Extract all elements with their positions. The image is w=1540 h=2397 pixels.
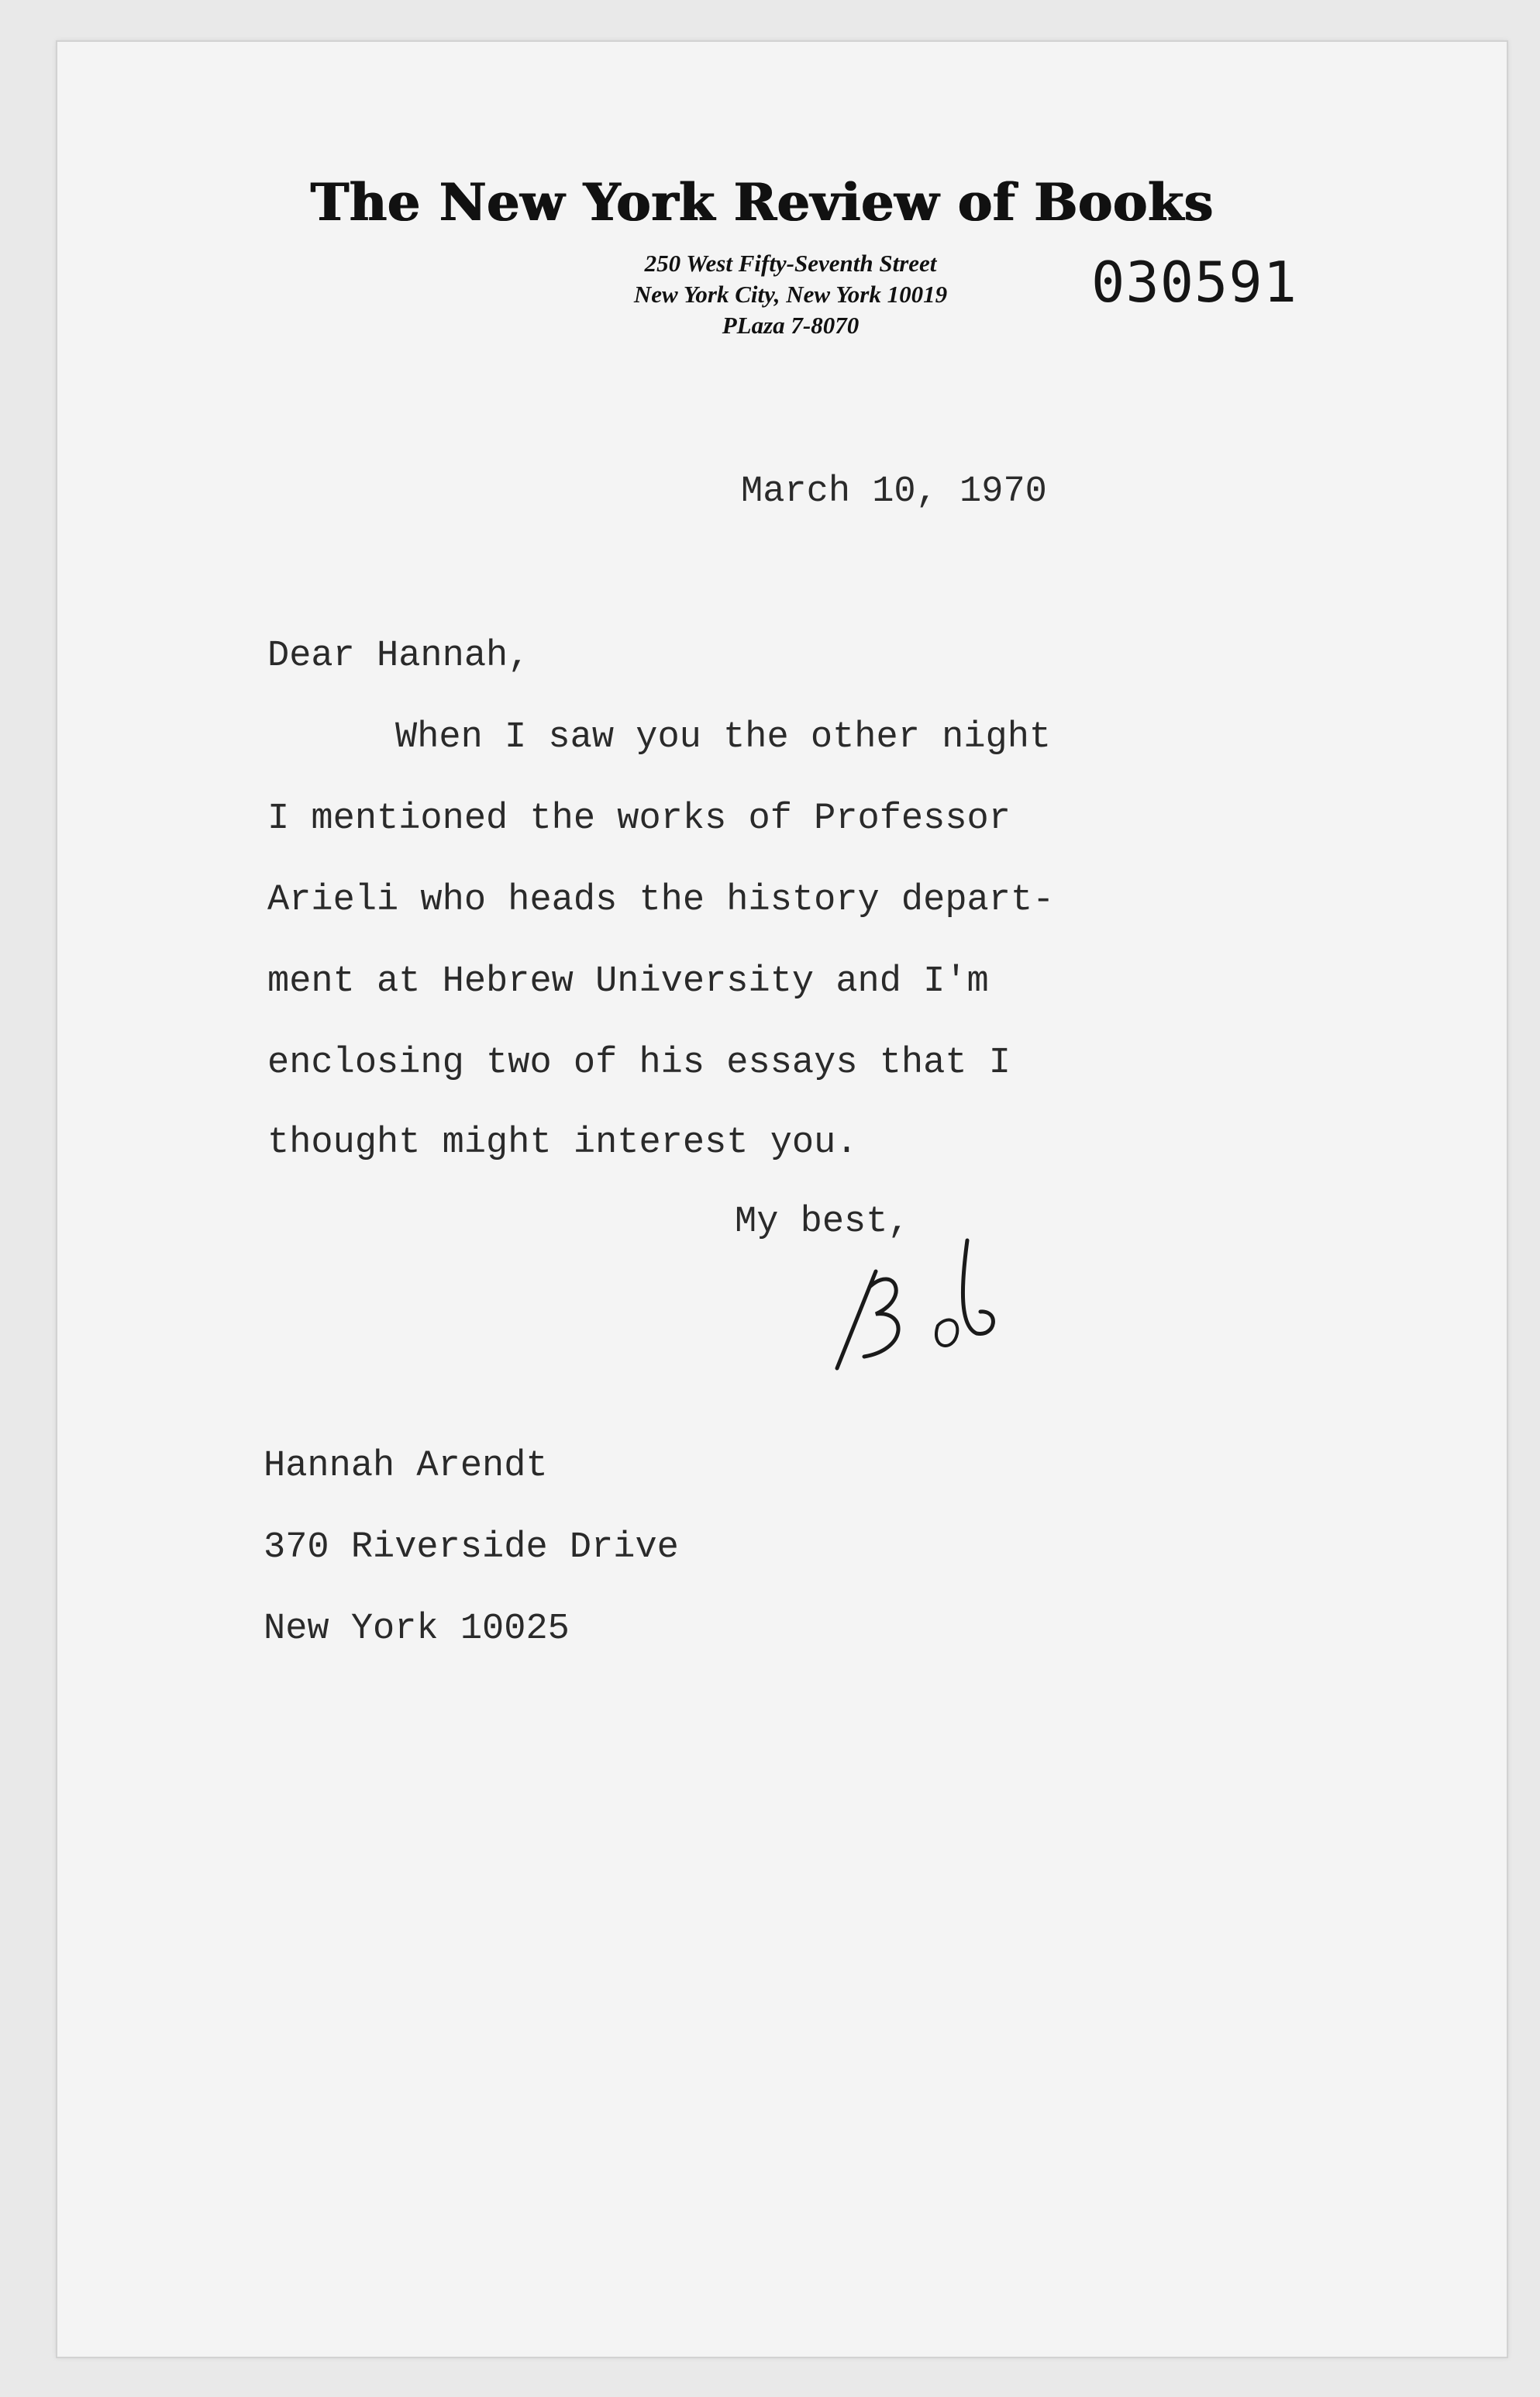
letter-date: March 10, 1970: [741, 471, 1047, 512]
recipient-name: Hannah Arendt: [264, 1446, 548, 1487]
body-line: thought might interest you.: [267, 1123, 858, 1164]
letterhead-title: The New York Review of Books: [310, 172, 1214, 233]
letter-paper: [56, 40, 1508, 2358]
address-city: New York City, New York 10019: [633, 281, 948, 308]
body-line: enclosing two of his essays that I: [267, 1043, 1011, 1084]
body-line: I mentioned the works of Professor: [267, 798, 1011, 840]
address-phone: PLaza 7-8070: [722, 312, 860, 339]
closing: My best,: [735, 1202, 910, 1243]
body-line: When I saw you the other night: [395, 717, 1052, 758]
salutation: Dear Hannah,: [267, 636, 530, 677]
letterhead-address: [574, 248, 1008, 341]
body-line: ment at Hebrew University and I'm: [267, 961, 989, 1002]
recipient-city: New York 10025: [264, 1609, 570, 1650]
address-street: 250 West Fifty-Seventh Street: [644, 250, 937, 277]
body-line: Arieli who heads the history depart-: [267, 880, 1055, 921]
document-number: 030591: [1091, 250, 1298, 315]
recipient-street: 370 Riverside Drive: [264, 1527, 679, 1568]
handwritten-signature: [822, 1225, 1023, 1380]
